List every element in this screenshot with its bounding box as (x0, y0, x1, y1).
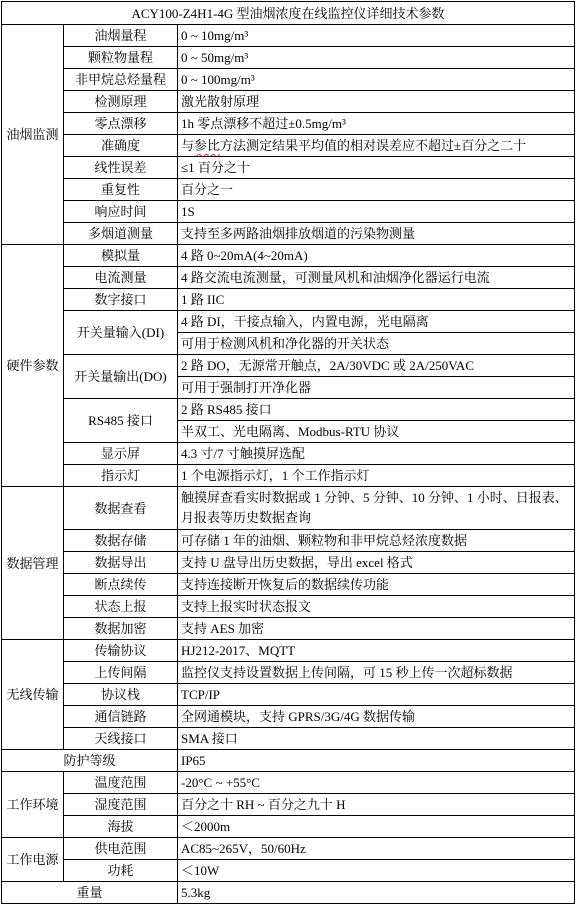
spec-value: 4.3 寸/7 寸触摸屏选配 (178, 443, 575, 465)
spec-value: 百分之一 (178, 179, 575, 201)
table-row (2, 552, 575, 574)
spec-value: 0 ~ 10mg/m³ (178, 25, 575, 47)
spec-name: 油烟量程 (64, 25, 178, 47)
spec-name: 重复性 (64, 179, 178, 201)
spec-name: 重量 (2, 882, 178, 904)
spec-name: 电流测量 (64, 267, 178, 289)
spec-name: 检测原理 (64, 91, 178, 113)
spec-name: 颗粒物量程 (64, 47, 178, 69)
spec-value: TCP/IP (178, 684, 575, 706)
table-row (2, 530, 575, 552)
spec-value: 触摸屏查看实时数据或 1 分钟、5 分钟、10 分钟、1 小时、日报表、月报表等历史数据查询 (178, 487, 575, 530)
spec-name: 温度范围 (64, 772, 178, 794)
table-row (2, 47, 575, 69)
table-row (2, 399, 575, 421)
spec-name: 数据导出 (64, 552, 178, 574)
group-label: 无线传输 (2, 640, 64, 750)
table-row (2, 838, 575, 860)
spec-value: 支持 U 盘导出历史数据，导出 excel 格式 (178, 552, 575, 574)
spec-value: 1S (178, 201, 575, 223)
spec-name: 传输协议 (64, 640, 178, 662)
spec-name: 响应时间 (64, 201, 178, 223)
spec-value: 与参比方法测定结果平均值的相对误差应不超过±百分之二十 (178, 135, 575, 157)
spec-table (1, 1, 575, 904)
table-row (2, 860, 575, 882)
table-row (2, 596, 575, 618)
table-row (2, 443, 575, 465)
spec-value: 5.3kg (178, 882, 575, 904)
spec-name: 模拟量 (64, 245, 178, 267)
spec-value: 1 路 IIC (178, 289, 575, 311)
spec-sheet (1, 1, 574, 904)
table-row (2, 487, 575, 530)
spec-name: 断点续传 (64, 574, 178, 596)
spec-name: 非甲烷总烃量程 (64, 69, 178, 91)
spec-value: 支持至多两路油烟排放烟道的污染物测量 (178, 223, 575, 245)
spec-value: ＜2000m (178, 816, 575, 838)
group-label: 硬件参数 (2, 245, 64, 487)
table-row (2, 728, 575, 750)
spec-value: 监控仪支持设置数据上传间隔，可 15 秒上传一次超标数据 (178, 662, 575, 684)
table-row (2, 794, 575, 816)
spec-table-body (2, 2, 575, 904)
spec-name: 通信链路 (64, 706, 178, 728)
title-row (2, 2, 575, 25)
table-row (2, 465, 575, 487)
spec-value: IP65 (178, 750, 575, 772)
spec-value: 4 路交流电流测量，可测量风机和油烟净化器运行电流 (178, 267, 575, 289)
table-row (2, 25, 575, 47)
spec-value: 支持上报实时状态报文 (178, 596, 575, 618)
spec-name: 多烟道测量 (64, 223, 178, 245)
spec-value: 支持连接断开恢复后的数据续传功能 (178, 574, 575, 596)
table-row (2, 201, 575, 223)
table-row (2, 355, 575, 377)
table-row (2, 684, 575, 706)
spec-value: 1h 零点漂移不超过±0.5mg/m³ (178, 113, 575, 135)
spec-value: 4 路 DI，干接点输入，内置电源，光电隔离 (178, 311, 575, 333)
spec-value: 2 路 RS485 接口 (178, 399, 575, 421)
spec-value: 半双工、光电隔离、Modbus-RTU 协议 (178, 421, 575, 443)
spec-name: 防护等级 (2, 750, 178, 772)
spec-value: ≤1 百分之十 (178, 157, 575, 179)
table-row (2, 662, 575, 684)
table-row (2, 289, 575, 311)
spec-value: AC85~265V，50/60Hz (178, 838, 575, 860)
table-row (2, 135, 575, 157)
spec-name: 供电范围 (64, 838, 178, 860)
spec-name: 协议栈 (64, 684, 178, 706)
table-row (2, 882, 575, 904)
spec-value: SMA 接口 (178, 728, 575, 750)
table-row (2, 574, 575, 596)
group-label: 数据管理 (2, 487, 64, 640)
spec-name: 线性误差 (64, 157, 178, 179)
table-row (2, 113, 575, 135)
spec-name: 数据存储 (64, 530, 178, 552)
table-row (2, 640, 575, 662)
spec-value: 全网通模块，支持 GPRS/3G/4G 数据传输 (178, 706, 575, 728)
spec-name: 显示屏 (64, 443, 178, 465)
spec-value: 可存储 1 年的油烟、颗粒物和非甲烷总烃浓度数据 (178, 530, 575, 552)
table-row (2, 816, 575, 838)
spec-value: 0 ~ 50mg/m³ (178, 47, 575, 69)
spec-name: 开关量输出(DO) (64, 355, 178, 399)
spec-name: 功耗 (64, 860, 178, 882)
table-row (2, 618, 575, 640)
spec-name: 湿度范围 (64, 794, 178, 816)
spec-value: 0 ~ 100mg/m³ (178, 69, 575, 91)
spec-value: HJ212-2017、MQTT (178, 640, 575, 662)
spec-value: 激光散射原理 (178, 91, 575, 113)
spec-name: 数字接口 (64, 289, 178, 311)
spec-value: 可用于强制打开净化器 (178, 377, 575, 399)
spec-value: 支持 AES 加密 (178, 618, 575, 640)
spec-name: 开关量输入(DI) (64, 311, 178, 355)
spec-name: 数据加密 (64, 618, 178, 640)
group-label: 油烟监测 (2, 25, 64, 245)
spec-name: 准确度 (64, 135, 178, 157)
spellcheck-underline: 参比 (194, 138, 221, 153)
table-row (2, 750, 575, 772)
table-row (2, 223, 575, 245)
spec-value: ＜10W (178, 860, 575, 882)
table-row (2, 267, 575, 289)
table-row (2, 706, 575, 728)
table-row (2, 245, 575, 267)
spec-name: 上传间隔 (64, 662, 178, 684)
spec-name: RS485 接口 (64, 399, 178, 443)
group-label: 工作环境 (2, 772, 64, 838)
spec-name: 零点漂移 (64, 113, 178, 135)
table-row (2, 157, 575, 179)
spec-value: -20°C ~ +55°C (178, 772, 575, 794)
table-row (2, 311, 575, 333)
spec-name: 海拔 (64, 816, 178, 838)
table-row (2, 772, 575, 794)
spec-name: 天线接口 (64, 728, 178, 750)
spec-name: 指示灯 (64, 465, 178, 487)
table-row (2, 91, 575, 113)
table-title: ACY100-Z4H1-4G 型油烟浓度在线监控仪详细技术参数 (2, 2, 575, 25)
spec-value: 百分之十 RH ~ 百分之九十 H (178, 794, 575, 816)
spec-name: 数据查看 (64, 487, 178, 530)
spec-name: 状态上报 (64, 596, 178, 618)
spec-value: 4 路 0~20mA(4~20mA) (178, 245, 575, 267)
spec-value: 1 个电源指示灯，1 个工作指示灯 (178, 465, 575, 487)
table-row (2, 69, 575, 91)
table-row (2, 179, 575, 201)
spec-value: 可用于检测风机和净化器的开关状态 (178, 333, 575, 355)
spec-value: 2 路 DO，无源常开触点，2A/30VDC 或 2A/250VAC (178, 355, 575, 377)
group-label: 工作电源 (2, 838, 64, 882)
